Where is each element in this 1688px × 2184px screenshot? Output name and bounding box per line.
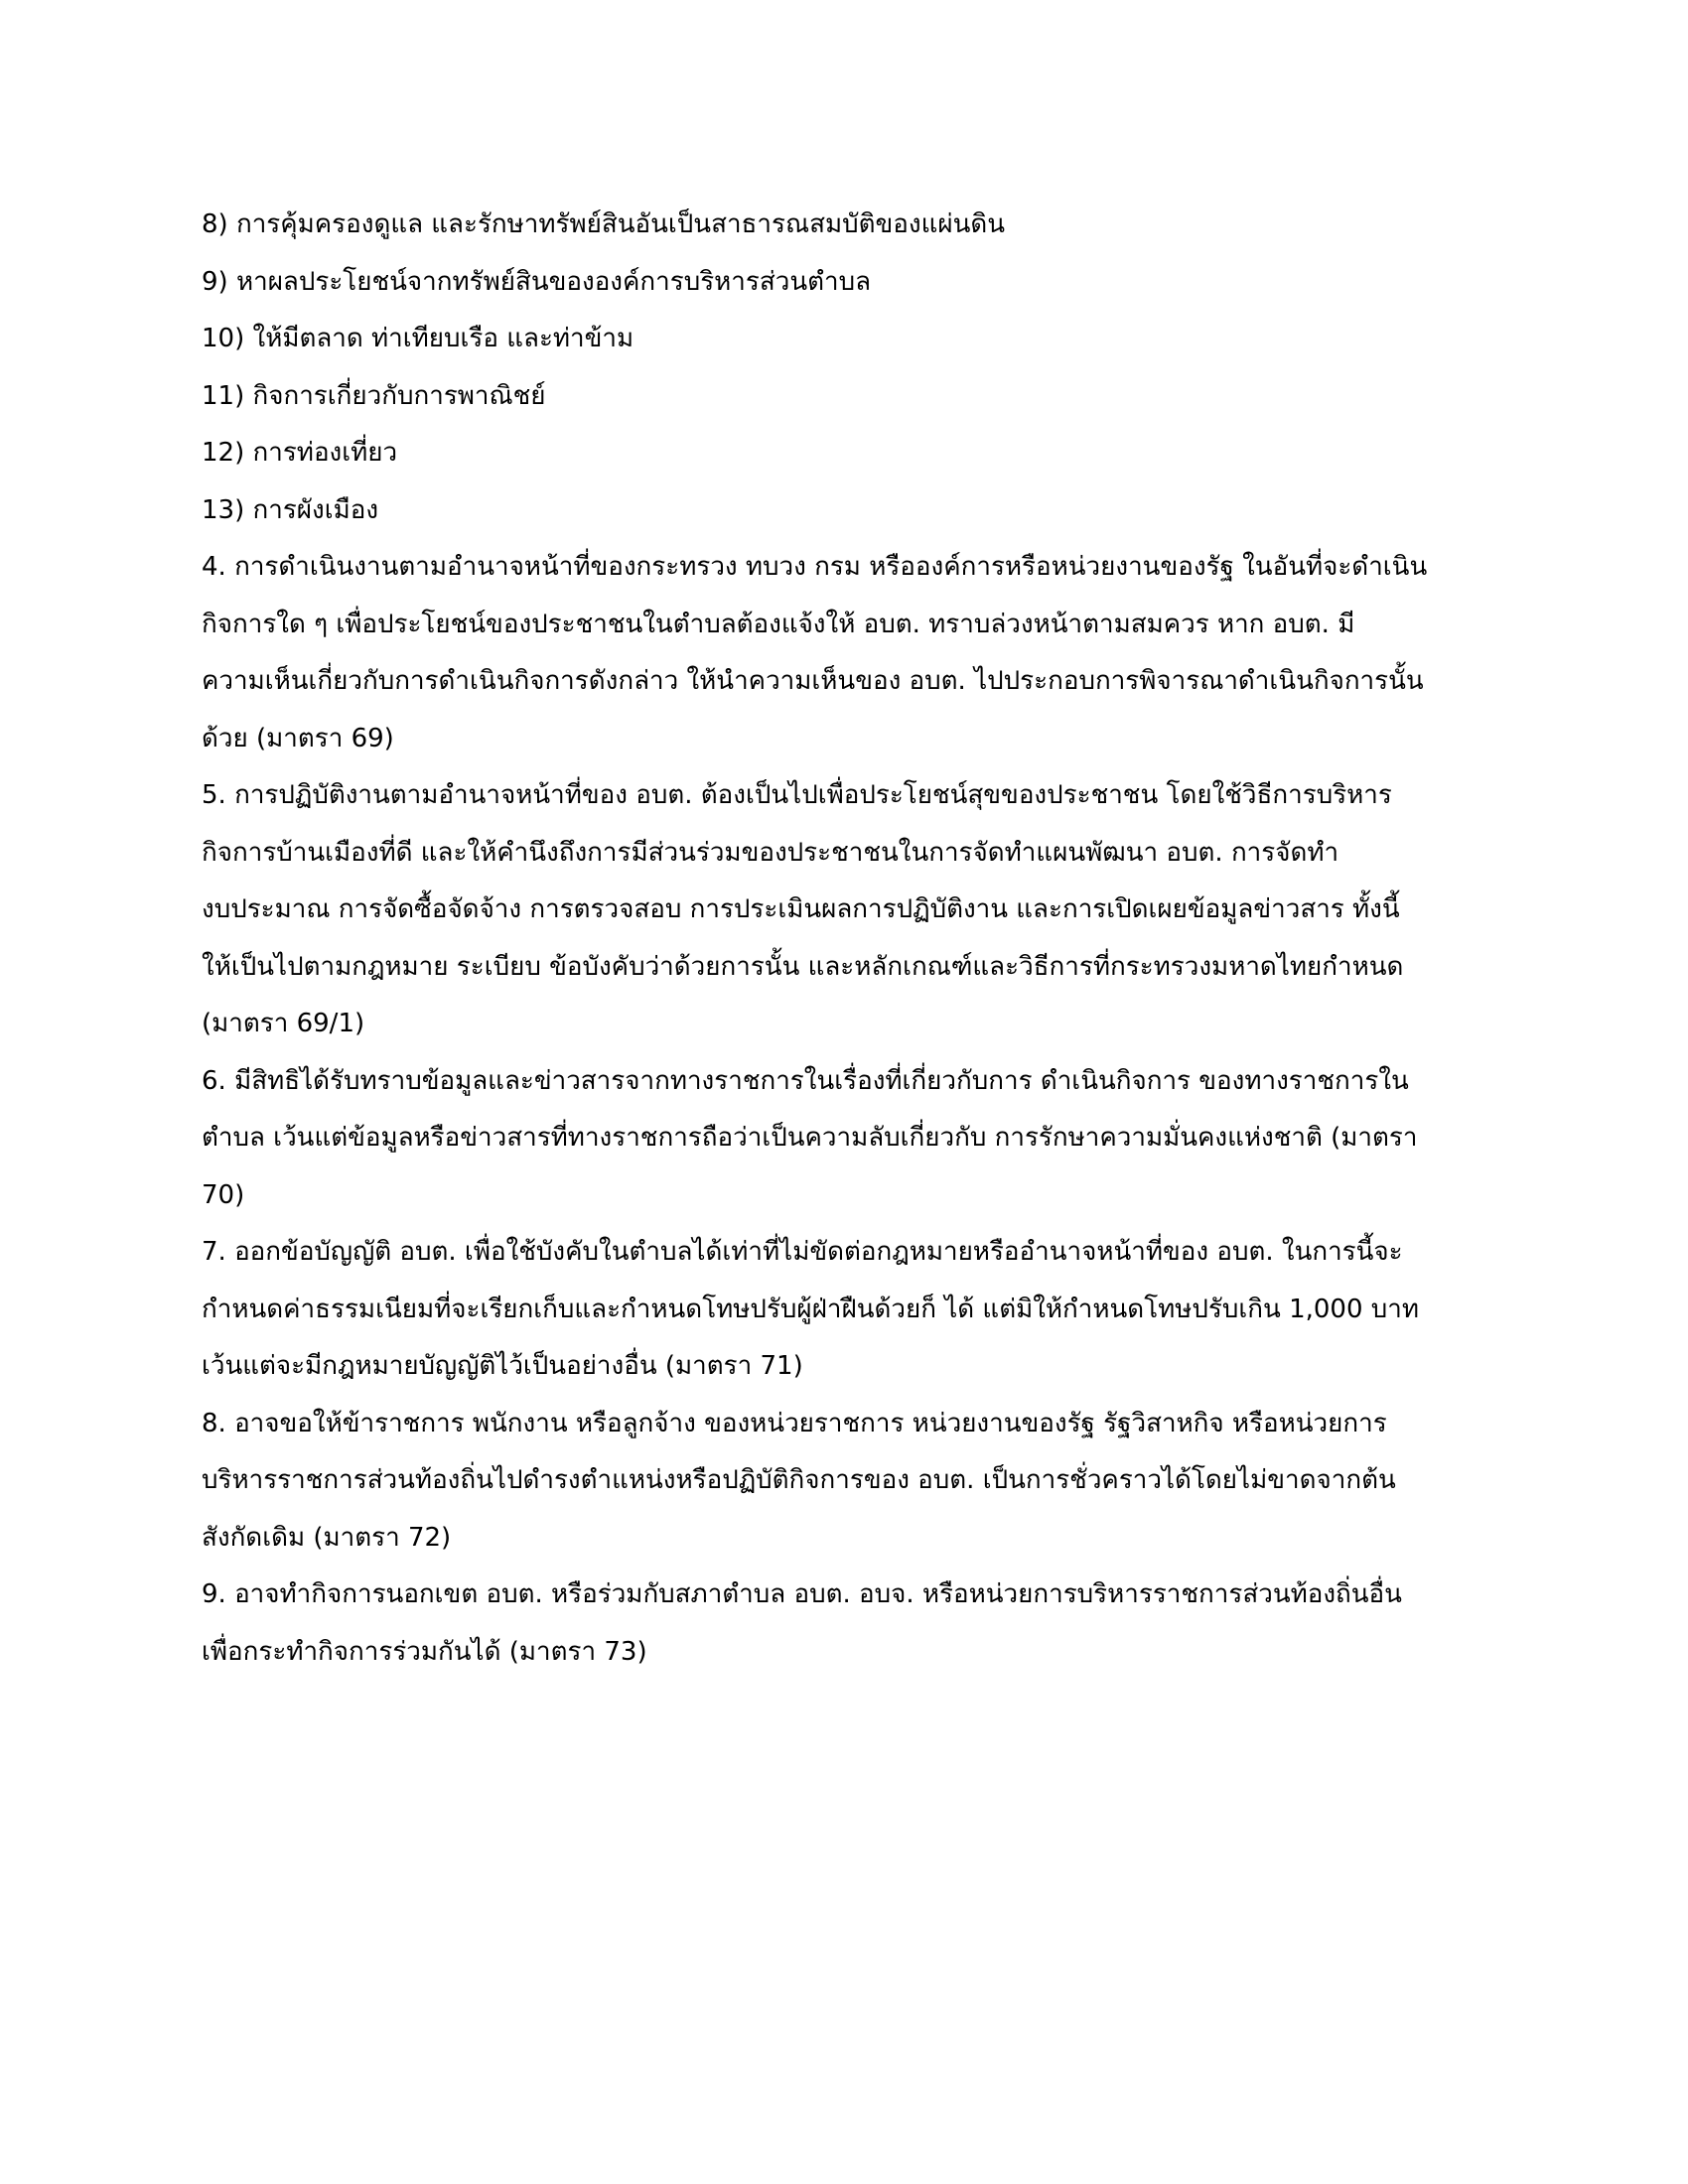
paragraph-5-line-1: 5. การปฏิบัติงานตามอำนาจหน้าที่ของ อบต. ต้องเป็นไปเพื่อประโยชน์สุขของประชาชน โดยใช้วิธีการบริหาร bbox=[202, 780, 1392, 810]
paragraph-5-line-3: งบประมาณ การจัดซื้อจัดจ้าง การตรวจสอบ การประเมินผลการปฏิบัติงาน และการเปิดเผยข้อมูลข่าวสาร ทั้งนี้ bbox=[202, 894, 1400, 924]
list-item-11-commerce: 11) กิจการเกี่ยวกับการพาณิชย์ bbox=[202, 380, 546, 411]
paragraph-7-line-2: กำหนดค่าธรรมเนียมที่จะเรียกเก็บและกำหนดโทษปรับผู้ฝ่าฝืนด้วยก็ ได้ แต่มิให้กำหนดโทษปรับเกิน 1,000 บาท bbox=[202, 1294, 1420, 1324]
paragraph-8-line-3: สังกัดเดิม (มาตรา 72) bbox=[202, 1522, 452, 1553]
paragraph-6-line-2: ตำบล เว้นแต่ข้อมูลหรือข่าวสารที่ทางราชการถือว่าเป็นความลับเกี่ยวกับ การรักษาความมั่นคงแห่งชาติ (มาตรา bbox=[202, 1123, 1418, 1153]
list-item-12-tourism: 12) การท่องเที่ยว bbox=[202, 438, 398, 468]
paragraph-8-line-2: บริหารราชการส่วนท้องถิ่นไปดำรงตำแหน่งหรือปฏิบัติกิจการของ อบต. เป็นการชั่วคราวได้โดยไม่ขาดจากต้น bbox=[202, 1465, 1396, 1495]
paragraph-7-line-3: เว้นแต่จะมีกฎหมายบัญญัติไว้เป็นอย่างอื่น (มาตรา 71) bbox=[202, 1351, 803, 1381]
paragraph-9-line-2: เพื่อกระทำกิจการร่วมกันได้ (มาตรา 73) bbox=[202, 1636, 647, 1667]
paragraph-8-line-1: 8. อาจขอให้ข้าราชการ พนักงาน หรือลูกจ้าง ของหน่วยราชการ หน่วยงานของรัฐ รัฐวิสาหกิจ หรือหน่วยการ bbox=[202, 1408, 1387, 1438]
list-item-10-markets-piers: 10) ให้มีตลาด ท่าเทียบเรือ และท่าข้าม bbox=[202, 324, 634, 353]
paragraph-4-line-2: กิจการใด ๆ เพื่อประโยชน์ของประชาชนในตำบลต้องแจ้งให้ อบต. ทราบล่วงหน้าตามสมควร หาก อบต. มี bbox=[202, 609, 1355, 639]
paragraph-6-line-1: 6. มีสิทธิได้รับทราบข้อมูลและข่าวสารจากทางราชการในเรื่องที่เกี่ยวกับการ ดำเนินกิจการ ของทางราชการใน bbox=[202, 1065, 1409, 1096]
paragraph-4-line-3: ความเห็นเกี่ยวกับการดำเนินกิจการดังกล่าว ให้นำความเห็นของ อบต. ไปประกอบการพิจารณาดำเนินกิจการนั้น bbox=[202, 666, 1424, 696]
paragraph-9-line-1: 9. อาจทำกิจการนอกเขต อบต. หรือร่วมกับสภาตำบล อบต. อบจ. หรือหน่วยการบริหารราชการส่วนท้องถิ่นอื่น bbox=[202, 1579, 1402, 1609]
paragraph-7-line-1: 7. ออกข้อบัญญัติ อบต. เพื่อใช้บังคับในตำบลได้เท่าที่ไม่ขัดต่อกฎหมายหรืออำนาจหน้าที่ของ อบต. ในการนี้จะ bbox=[202, 1237, 1403, 1267]
paragraph-4-line-1: 4. การดำเนินงานตามอำนาจหน้าที่ของกระทรวง ทบวง กรม หรือองค์การหรือหน่วยงานของรัฐ ในอันที่จะดำเนิน bbox=[202, 552, 1428, 582]
paragraph-5-line-4: ให้เป็นไปตามกฎหมาย ระเบียบ ข้อบังคับว่าด้วยการนั้น และหลักเกณฑ์และวิธีการที่กระทรวงมหาดไทยกำหนด bbox=[202, 951, 1404, 982]
document-body bbox=[202, 197, 1492, 1681]
paragraph-5-line-2: กิจการบ้านเมืองที่ดี และให้คำนึงถึงการมีส่วนร่วมของประชาชนในการจัดทำแผนพัฒนา อบต. การจัดทำ bbox=[202, 837, 1339, 868]
paragraph-6-line-3: 70) bbox=[202, 1179, 245, 1210]
list-item-9-benefit-from-property: 9) หาผลประโยชน์จากทรัพย์สินขององค์การบริหารส่วนตำบล bbox=[202, 266, 872, 297]
list-item-8-protect-public-property: 8) การคุ้มครองดูแล และรักษาทรัพย์สินอันเป็นสาธารณสมบัติของแผ่นดิน bbox=[202, 209, 1005, 239]
paragraph-4-line-4: ด้วย (มาตรา 69) bbox=[202, 723, 394, 753]
list-item-13-city-planning: 13) การผังเมือง bbox=[202, 494, 379, 525]
paragraph-5-line-5: (มาตรา 69/1) bbox=[202, 1009, 365, 1038]
